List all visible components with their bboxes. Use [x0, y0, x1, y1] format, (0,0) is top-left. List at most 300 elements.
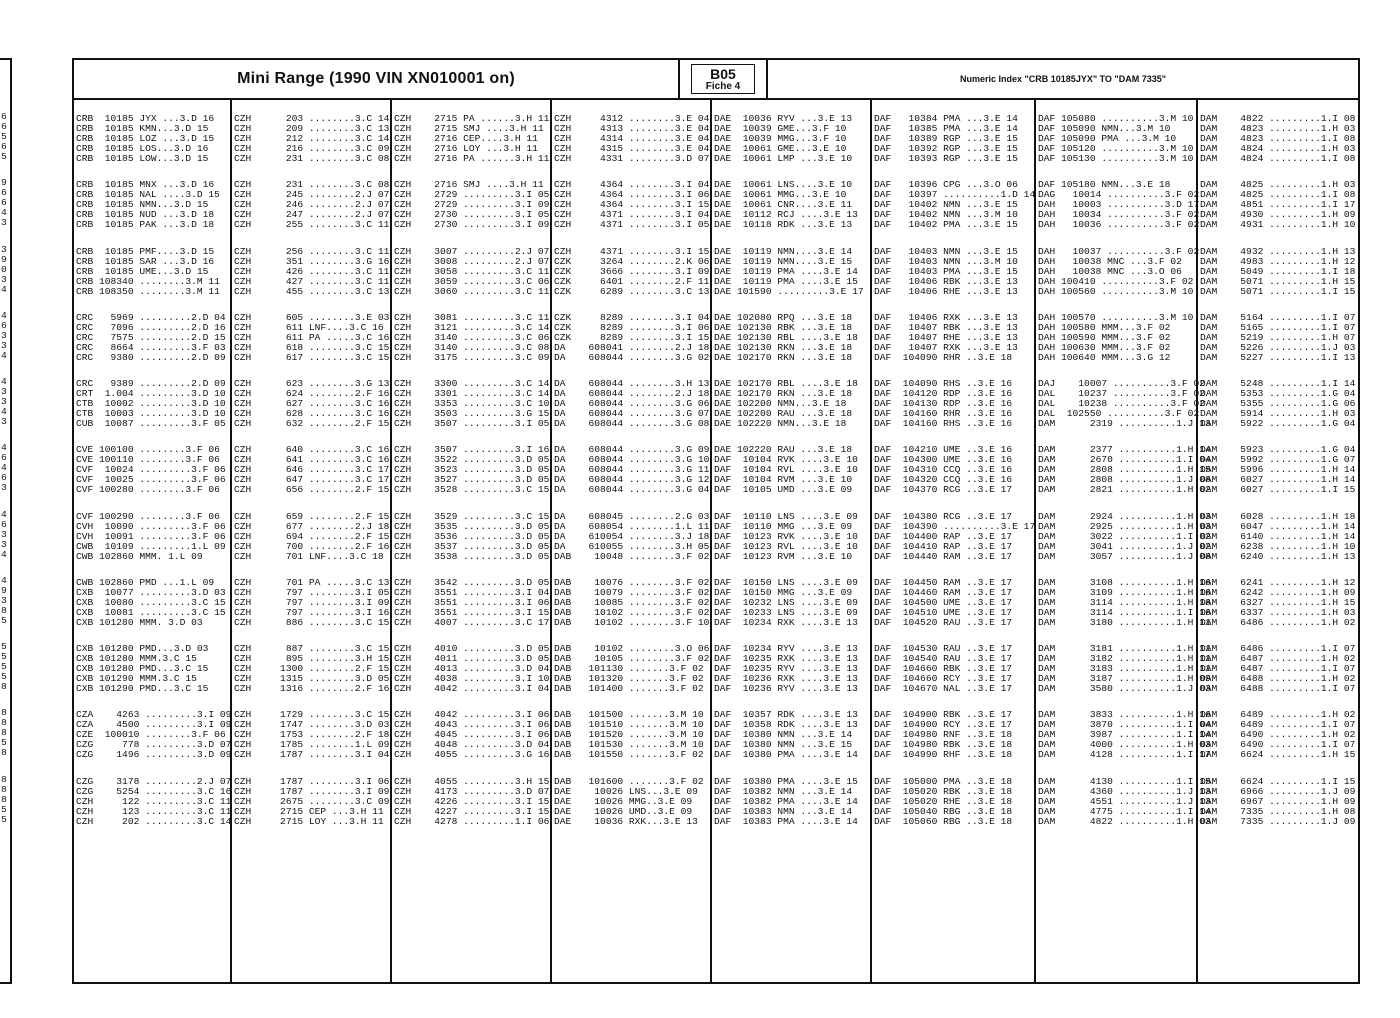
index-entry: DAF 10150 MMG ...3.E 09 — [714, 586, 853, 598]
index-entry: DAF 104120 RDP ..3.E 16 — [874, 388, 1013, 400]
index-entry: CZH 255 ........3.C 11 — [234, 219, 390, 231]
index-entry: DAM 5992 .........1.G 07 — [1200, 454, 1356, 466]
index-entry: CZH 3300 .........3.C 14 — [394, 378, 550, 389]
index-entry: CZH 701 PA .....3.C 13 — [234, 576, 390, 588]
index-entry: DAF 105060 RBG ..3.E 18 — [874, 815, 1013, 827]
page-title: Mini Range (1990 VIN XN010001 on) — [237, 70, 515, 87]
index-entry: DAF 104380 RCG ..3.E 17 — [874, 510, 1013, 522]
adjacent-page-digit: 4 — [1, 442, 7, 454]
index-entry: CZH 4042 .........3.I 04 — [394, 683, 550, 695]
index-entry: DAM 6489 .........1.H 02 — [1200, 709, 1356, 721]
index-entry: CZH 3551 .........3.I 15 — [394, 606, 550, 618]
index-entry: CRB 10185 PMF....3.D 15 — [76, 245, 215, 257]
index-entry: DAF 104160 RHS ..3.E 16 — [874, 418, 1013, 430]
index-entry: DAF 104440 RAM ..3.E 17 — [874, 550, 1013, 562]
index-entry: DAF 104160 RHR ..3.E 16 — [874, 408, 1013, 420]
index-entry: DAM 6242 .........1.H 09 — [1200, 586, 1356, 598]
index-entry: CVF 10025 .........3.F 06 — [76, 474, 226, 486]
index-entry: DAE 102170 RKN ...3.E 18 — [714, 351, 853, 363]
index-entry: DAM 4822 .........1.I 08 — [1200, 113, 1356, 124]
index-entry: DAM 4851 .........1.I 17 — [1200, 199, 1356, 211]
index-entry: CZH 4043 .........3.I 06 — [394, 719, 550, 731]
index-entry: CZH 4011 .........3.D 05 — [394, 653, 550, 665]
index-entry: DAE 10112 RCJ ....3.E 13 — [714, 209, 858, 221]
index-entry: DAM 3022 ..........1.I 02 — [1038, 530, 1211, 542]
index-entry: CZH 797 ........3.I 16 — [234, 606, 390, 618]
index-entry: DAF 104310 CCQ ..3.E 16 — [874, 464, 1013, 476]
adjacent-page-digit: 5 — [1, 737, 7, 749]
index-entry: DAF 10407 RHE ...3.E 13 — [874, 331, 1018, 343]
index-entry: CZH 887 ........3.C 15 — [234, 643, 390, 654]
index-entry: CWB 102860 PMD ...1.L 09 — [76, 576, 215, 588]
index-entry: DAL 10237 ..........3.F 02 — [1038, 388, 1205, 400]
index-entry: DAE 102130 RBL ....3.E 18 — [714, 331, 858, 343]
index-entry: DAM 3182 ..........1.H 11 — [1038, 653, 1211, 665]
index-entry: DAF 105180 NMN...3.E 18 — [1038, 179, 1171, 191]
index-entry: CZH 797 ........3.I 09 — [234, 596, 390, 608]
index-entry: CZH 3536 .........3.D 05 — [394, 530, 550, 542]
index-entry: DAM 2925 ..........1.H 03 — [1038, 520, 1211, 532]
index-entry: DAM 3114 ..........1.H 18 — [1038, 596, 1211, 608]
index-entry: DAF 10123 RVM ...3.E 10 — [714, 550, 853, 562]
index-entry: DAM 4825 .........1.H 03 — [1200, 179, 1356, 191]
index-entry: DAF 104090 RHR ..3.E 18 — [874, 351, 1013, 363]
index-entry: DAM 5248 .........1.I 14 — [1200, 378, 1356, 389]
index-entry: CZH 4371 ........3.I 05 — [554, 219, 710, 231]
index-entry: DAE 10061 LNS....3.E 10 — [714, 179, 853, 191]
index-entry: DAE 10119 NMN....3.E 14 — [714, 245, 853, 257]
index-entry: CZH 2716 CEP....3.H 11 — [394, 133, 538, 145]
index-entry: CZE 100010 ........3.F 06 — [76, 729, 226, 741]
index-entry: DAE 10039 MMG...3.F 10 — [714, 133, 847, 145]
index-entry: DAF 105090 PMA ...3.M 10 — [1038, 133, 1177, 145]
index-entry: DA 608044 ........2.J 18 — [554, 388, 710, 400]
index-entry: CZH 3140 .........3.C 08 — [394, 341, 550, 353]
index-entry: DAF 104660 RCY ..3.E 17 — [874, 673, 1013, 685]
index-entry: CZH 4313 ........3.E 04 — [554, 123, 710, 135]
index-entry: CZH 1747 ........3.D 03 — [234, 719, 390, 731]
adjacent-page-digit: 5 — [1, 671, 7, 683]
index-entry: CRB 10185 NAL ....3.D 15 — [76, 189, 220, 201]
index-entry: DA 608044 ........3.G 08 — [554, 418, 710, 430]
index-entry: CZH 628 ........3.C 16 — [234, 408, 390, 420]
adjacent-page-digit: 3 — [1, 243, 7, 255]
index-entry: DAM 3870 ..........1.I 04 — [1038, 719, 1211, 731]
index-entry: CZH 3140 .........3.C 06 — [394, 331, 550, 343]
index-entry: CRB 108350 ........3.M 11 — [76, 285, 220, 297]
index-entry: DAB 101530 .......3.M 10 — [554, 739, 704, 751]
index-entry: DAM 6488 .........1.H 02 — [1200, 673, 1356, 685]
index-entry: CRB 10185 LOZ ...3.D 15 — [76, 133, 215, 145]
adjacent-page-digit: 5 — [1, 151, 7, 163]
index-entry: DAM 5049 .........1.I 18 — [1200, 265, 1356, 277]
index-entry: CZH 3081 .........3.C 11 — [394, 311, 550, 323]
index-entry: CZG 778 .........3.D 07 — [76, 739, 232, 751]
index-entry: DAF 10236 RYV ....3.E 13 — [714, 683, 858, 695]
index-entry: DAF 10382 NMN ...3.E 14 — [714, 785, 853, 797]
index-entry: CZH 4042 .........3.I 06 — [394, 709, 550, 721]
adjacent-page-digit: 5 — [1, 131, 7, 143]
index-entry: DAM 2808 ..........1.J 08 — [1038, 474, 1211, 486]
index-entry: DAM 5071 .........1.H 15 — [1200, 275, 1356, 287]
index-entry: CZH 2715 SMJ ....3.H 11 — [394, 123, 544, 135]
index-entry: DA 608041 ........2.J 18 — [554, 341, 710, 353]
adjacent-page-digit: 5 — [1, 641, 7, 652]
index-entry: DAF 10406 RHE ...3.E 13 — [874, 285, 1018, 297]
index-entry: CZH 632 ........2.F 15 — [234, 418, 390, 430]
index-entry: CZH 2730 .........3.I 05 — [394, 209, 550, 221]
index-entry: CZH 3058 .........3.C 11 — [394, 265, 550, 277]
index-entry: DAF 105020 RBK ..3.E 18 — [874, 785, 1013, 797]
adjacent-page-digit: 6 — [1, 197, 7, 209]
index-entry: CWB 102860 MMM. 1.L 09 — [76, 550, 203, 562]
index-entry: CZH 4010 .........3.D 05 — [394, 643, 550, 654]
index-entry: DAF 10393 RGP ...3.E 15 — [874, 153, 1018, 165]
index-entry: DAF 10406 RXK ...3.E 13 — [874, 311, 1018, 323]
index-entry: CRT 1.004 .........3.D 10 — [76, 388, 226, 400]
index-entry: CZH 623 ........3.G 13 — [234, 378, 390, 389]
adjacent-page-digit: 8 — [1, 793, 7, 805]
index-entry: CZK 6289 ........3.C 13 — [554, 285, 710, 297]
index-entry: CRB 10185 LOS...3.D 16 — [76, 143, 209, 155]
index-entry: CTB 10003 .........3.D 10 — [76, 408, 226, 420]
index-entry: CZH 1300 ........2.F 15 — [234, 663, 390, 675]
column-divider — [710, 100, 712, 982]
index-entry: DAF 104990 RHF ..3.E 18 — [874, 749, 1013, 761]
index-entry: DAM 5914 .........1.H 03 — [1200, 408, 1356, 420]
index-entry: CZH 351 ........3.G 16 — [234, 255, 390, 267]
index-entry: DAF 104660 RBK ..3.E 17 — [874, 663, 1013, 675]
index-entry: CZH 3542 .........3.D 05 — [394, 576, 550, 588]
index-entry: DA 610055 ........3.H 05 — [554, 540, 710, 552]
index-entry: DAB 101500 .......3.M 10 — [554, 709, 704, 721]
index-entry: DAM 3057 ..........1.J 08 — [1038, 550, 1211, 562]
adjacent-page-digit: 9 — [1, 177, 7, 189]
index-entry: DAF 105040 RBG ..3.E 18 — [874, 805, 1013, 817]
index-entry: CZH 4227 .........3.I 15 — [394, 805, 550, 817]
index-entry: DAF 105130 ..........3.M 10 — [1038, 153, 1194, 165]
index-entry: DAE 10061 GME...3.E 10 — [714, 143, 847, 155]
index-entry: CZH 2716 SMJ ....3.H 11 — [394, 179, 544, 191]
index-entry: CZH 2716 LOY ...3.H 11 — [394, 143, 538, 155]
index-entry: CXB 101290 PMD...3.C 15 — [76, 683, 209, 695]
index-entry: DAE 102220 RAU ...3.E 18 — [714, 444, 853, 456]
index-entry: DAE 10026 UMD..3.E 09 — [554, 805, 693, 817]
index-entry: CZH 4364 ........3.I 04 — [554, 179, 710, 191]
index-entry: CZH 656 ........2.F 15 — [234, 484, 390, 496]
index-entry: DAH 10037 ..........3.F 02 — [1038, 245, 1200, 257]
index-entry: CZH 797 ........3.I 05 — [234, 586, 390, 598]
index-entry: DAM 4128 ..........1.I 17 — [1038, 749, 1211, 761]
adjacent-page-digit: 3 — [1, 396, 7, 408]
index-entry: CZH 4315 ........3.E 04 — [554, 143, 710, 155]
index-entry: CZH 2675 ........3.C 09 — [234, 795, 390, 807]
index-entry: DAE 10036 RXK...3.E 13 — [554, 815, 698, 827]
index-entry: DAF 10380 NMN ...3.E 15 — [714, 739, 853, 751]
index-entry: CVF 100280 ........3.F 06 — [76, 484, 220, 496]
index-entry: DAM 5353 .........1.G 04 — [1200, 388, 1356, 400]
index-entry: CZH 4013 .........3.D 04 — [394, 663, 550, 675]
adjacent-page-digit: 5 — [1, 661, 7, 673]
index-entry: DAF 10384 PMA ...3.E 14 — [874, 113, 1018, 124]
adjacent-page-digit: 3 — [1, 273, 7, 285]
index-entry: DAM 5355 .........1.G 06 — [1200, 398, 1356, 410]
index-entry: CZH 202 .........3.C 14 — [76, 815, 232, 827]
index-entry: CZK 3666 ........3.I 09 — [554, 265, 710, 277]
adjacent-page-digit: 8 — [1, 783, 7, 795]
index-entry: CZH 246 ........2.J 07 — [234, 199, 390, 211]
index-entry: DA 608044 ........3.G 07 — [554, 408, 710, 420]
index-entry: CVF 10024 .........3.F 06 — [76, 464, 226, 476]
fiche-code-box — [691, 64, 755, 94]
index-entry: DAF 104090 RHS ..3.E 16 — [874, 378, 1013, 389]
index-entry: CZH 701 LNF....3.C 18 — [234, 550, 384, 562]
index-entry: CZH 1315 ........3.D 05 — [234, 673, 390, 685]
index-entry: DAM 6027 .........1.I 15 — [1200, 484, 1356, 496]
adjacent-page-digit: 8 — [1, 773, 7, 785]
index-entry: CZH 3551 .........3.I 04 — [394, 586, 550, 598]
index-entry: DAM 4931 .........1.H 10 — [1200, 219, 1356, 231]
index-entry: DAE 10039 GME...3.F 10 — [714, 123, 847, 135]
index-entry: DAF 104980 RBK ..3.E 18 — [874, 739, 1013, 751]
index-entry: CRB 10185 PAK ...3.D 18 — [76, 219, 215, 231]
adjacent-page-digit: 6 — [1, 187, 7, 199]
index-entry: DAH 10036 ..........3.F 02 — [1038, 219, 1200, 231]
index-entry: DAM 6240 .........1.H 13 — [1200, 550, 1356, 562]
index-entry: DAM 3180 ..........1.H 11 — [1038, 616, 1211, 628]
index-entry: DAM 3580 ..........1.J 03 — [1038, 683, 1211, 695]
index-entry: DAF 104900 RBK ..3.E 17 — [874, 709, 1013, 721]
index-entry: DAB 10102 ........3.F 02 — [554, 606, 710, 618]
index-entry: DAF 104670 NAL ..3.E 17 — [874, 683, 1013, 695]
index-entry: DAF 10104 RVL ....3.E 10 — [714, 464, 858, 476]
index-entry: DAM 4551 ..........1.J 13 — [1038, 795, 1211, 807]
index-entry: DAF 10150 LNS ....3.E 09 — [714, 576, 858, 588]
index-entry: CZH 2730 .........3.I 09 — [394, 219, 550, 231]
adjacent-page-digit: 5 — [1, 813, 7, 825]
index-entry: CZH 4371 ........3.I 04 — [554, 209, 710, 221]
index-entry: DAH 10034 ..........3.F 02 — [1038, 209, 1200, 221]
index-entry: CRB 10185 NUD ...3.D 18 — [76, 209, 215, 221]
index-entry: CZH 2715 LOY ...3.H 11 — [234, 815, 384, 827]
index-entry: DAF 104410 RAP ..3.E 17 — [874, 540, 1013, 552]
adjacent-page-digit: 0 — [1, 263, 7, 275]
index-entry: DAF 105020 RHE ..3.E 18 — [874, 795, 1013, 807]
adjacent-page-digit: 4 — [1, 309, 7, 321]
index-entry: DA 608044 ........3.G 06 — [554, 398, 710, 410]
index-entry: DAH 100570 ..........3.M 10 — [1038, 311, 1194, 323]
index-entry: CZH 3528 .........3.C 15 — [394, 484, 550, 496]
index-entry: DAM 4000 ..........1.H 03 — [1038, 739, 1211, 751]
index-entry: DAM 6489 .........1.I 07 — [1200, 719, 1356, 731]
index-entry: CZH 426 ........3.C 11 — [234, 265, 390, 277]
index-entry: DAL 10238 ..........3.F 02 — [1038, 398, 1205, 410]
index-entry: DAE 10061 CNR....3.E 11 — [714, 199, 853, 211]
index-entry: CZH 256 ........3.C 11 — [234, 245, 390, 257]
index-entry: CZH 2729 .........3.I 05 — [394, 189, 550, 201]
index-entry: DAM 6624 .........1.I 15 — [1200, 775, 1356, 787]
index-entry: DAM 4823 .........1.I 08 — [1200, 133, 1356, 145]
index-entry: CZH 4173 .........3.D 07 — [394, 785, 550, 797]
adjacent-page-digit: 3 — [1, 339, 7, 351]
adjacent-page-digit: 6 — [1, 319, 7, 331]
index-entry: DAF 104460 RAM ..3.E 17 — [874, 586, 1013, 598]
index-entry: CXB 10080 .........3.C 15 — [76, 596, 226, 608]
index-entry: CZH 3527 .........3.D 05 — [394, 474, 550, 486]
parts-index-sheet — [72, 58, 1360, 984]
adjacent-page-digit: 9 — [1, 584, 7, 596]
index-entry: CZH 4314 ........3.E 04 — [554, 133, 710, 145]
index-entry: DAB 10076 ........3.F 02 — [554, 576, 710, 588]
section-code: B05 — [710, 66, 736, 82]
index-entry: DAE 102220 NMN...3.E 18 — [714, 418, 847, 430]
index-entry: DAM 3833 ..........1.H 16 — [1038, 709, 1211, 721]
index-entry: CZH 611 LNF....3.C 16 — [234, 321, 384, 333]
index-entry: CZH 4007 .........3.C 17 — [394, 616, 550, 628]
index-entry: DAM 5922 .........1.G 04 — [1200, 418, 1356, 430]
index-entry: DAM 7335 .........1.H 08 — [1200, 805, 1356, 817]
index-entry: DA 608044 ........3.G 04 — [554, 484, 710, 496]
index-entry: CZH 886 ........3.C 15 — [234, 616, 390, 628]
index-entry: DAB 101130 .......3.F 02 — [554, 663, 704, 675]
index-entry: DAF 104130 RDP ..3.E 16 — [874, 398, 1013, 410]
index-entry: CZH 245 ........2.J 07 — [234, 189, 390, 201]
column-divider — [230, 100, 232, 982]
index-entry: CZH 647 ........3.C 17 — [234, 474, 390, 486]
index-entry: DAF 10380 PMA ....3.E 14 — [714, 749, 858, 761]
index-entry: DAB 10048 ........3.F 02 — [554, 550, 710, 562]
index-entry: DAF 104400 RAP ..3.E 17 — [874, 530, 1013, 542]
index-entry: DAF 10234 RYV ....3.E 13 — [714, 643, 858, 654]
index-entry: DAF 10357 RDK ....3.E 13 — [714, 709, 858, 721]
index-entry: CRC 7575 .........2.D 15 — [76, 331, 226, 343]
adjacent-page-digit: 6 — [1, 452, 7, 464]
index-entry: DAF 104980 RNF ..3.E 18 — [874, 729, 1013, 741]
index-entry: DAM 3987 ..........1.I 14 — [1038, 729, 1211, 741]
index-entry: DAE 102170 RKN ...3.E 18 — [714, 388, 853, 400]
index-entry: CZH 895 ........3.H 15 — [234, 653, 390, 665]
index-entry: CZG 1496 .........3.D 09 — [76, 749, 232, 761]
index-entry: CVH 10091 .........3.F 06 — [76, 530, 226, 542]
index-entry: CZH 1316 ........2.F 16 — [234, 683, 390, 695]
index-entry: CZH 1787 ........3.I 04 — [234, 749, 390, 761]
index-entry: CZH 1729 ........3.C 15 — [234, 709, 390, 721]
index-entry: DAB 101550 .......3.F 02 — [554, 749, 704, 761]
index-entry: DAE 102130 RKN ...3.E 18 — [714, 341, 853, 353]
index-entry: CZH 123 .........3.C 11 — [76, 805, 232, 817]
index-entry: CRB 10185 MNX ...3.D 16 — [76, 179, 215, 191]
index-entry: CZH 1785 ........1.L 09 — [234, 739, 390, 751]
index-entry: DAL 102550 ..........3.F 02 — [1038, 408, 1200, 420]
index-entry: CRC 7096 .........2.D 16 — [76, 321, 226, 333]
index-entry: DAB 101510 .......3.M 10 — [554, 719, 704, 731]
index-entry: DAF 10105 UMD ...3.E 09 — [714, 484, 853, 496]
index-entry: DAM 4775 ..........1.I 14 — [1038, 805, 1211, 817]
index-entry: CXB 10077 .........3.D 03 — [76, 586, 226, 598]
column-divider — [390, 100, 392, 982]
index-entry: CUB 10087 .........3.F 05 — [76, 418, 226, 430]
index-entry: DAF 10232 LNS ....3.E 09 — [714, 596, 858, 608]
index-entry: CRC 9380 .........2.D 09 — [76, 351, 226, 363]
index-entry: CZH 3301 .........3.C 14 — [394, 388, 550, 400]
index-entry: DAM 4824 .........1.H 03 — [1200, 143, 1356, 155]
index-entry: DAF 10389 RGP ...3.E 15 — [874, 133, 1018, 145]
index-entry: CZH 4364 ........3.I 06 — [554, 189, 710, 201]
index-entry: CZH 617 ........3.C 15 — [234, 351, 390, 363]
index-entry: DAF 10397 ..........1.D 14 — [874, 189, 1036, 201]
index-entry: DAF 105080 ..........3.M 10 — [1038, 113, 1194, 124]
adjacent-page-digit: 3 — [1, 482, 7, 494]
index-entry: DAF 10104 RVK ....3.E 10 — [714, 454, 858, 466]
index-entry: DAM 5071 .........1.I 15 — [1200, 285, 1356, 297]
index-entry: CZH 641 ........3.C 16 — [234, 454, 390, 466]
index-entry: CZH 624 ........2.F 16 — [234, 388, 390, 400]
index-entry: CZH 3522 .........3.D 05 — [394, 454, 550, 466]
index-entry: DAE 102080 RPQ ...3.E 18 — [714, 311, 853, 323]
index-entry: CZH 3529 .........3.C 15 — [394, 510, 550, 522]
index-entry: CZG 3178 .........2.J 07 — [76, 775, 232, 787]
adjacent-page-digit: 8 — [1, 681, 7, 693]
index-entry: DAM 2319 ..........1.J 13 — [1038, 418, 1211, 430]
index-entry: DAF 104370 RCG ..3.E 17 — [874, 484, 1013, 496]
index-entry: CZH 122 .........3.C 11 — [76, 795, 232, 807]
index-entry: DAM 6487 .........1.H 02 — [1200, 653, 1356, 665]
index-range: Numeric Index "CRB 10185JYX" TO "DAM 7335" — [960, 74, 1166, 84]
column-divider — [1034, 100, 1036, 982]
index-entry: DAF 10358 RDK ....3.E 13 — [714, 719, 858, 731]
index-entry: DAH 10038 MNC ...3.F 02 — [1038, 255, 1182, 267]
index-entry: CZH 4038 .........3.I 10 — [394, 673, 550, 685]
index-entry: DAM 6487 .........1.I 07 — [1200, 663, 1356, 675]
sheet-header — [74, 60, 1358, 100]
index-entry: DAM 6490 .........1.H 02 — [1200, 729, 1356, 741]
index-entry: CZH 1753 ........2.F 18 — [234, 729, 390, 741]
index-entry: CZH 4055 .........3.H 15 — [394, 775, 550, 787]
index-entry: CZH 247 ........2.J 07 — [234, 209, 390, 221]
index-entry: DAM 4983 .........1.H 12 — [1200, 255, 1356, 267]
index-entry: CZH 618 ........3.C 15 — [234, 341, 390, 353]
index-entry: DA 610054 ........3.J 18 — [554, 530, 710, 542]
index-entry: DAM 6624 .........1.H 15 — [1200, 749, 1356, 761]
index-entry: DAM 3181 ..........1.H 11 — [1038, 643, 1211, 654]
index-entry: DAF 10233 LNS ....3.E 09 — [714, 606, 858, 618]
index-entry: CZH 3523 .........3.D 05 — [394, 464, 550, 476]
index-entry: DAG 10014 ..........3.F 02 — [1038, 189, 1200, 201]
index-entry: DAM 5165 .........1.I 07 — [1200, 321, 1356, 333]
index-entry: CVH 10090 .........3.F 06 — [76, 520, 226, 532]
index-entry: DAM 6327 .........1.H 15 — [1200, 596, 1356, 608]
index-entry: CZH 2716 PA ......3.H 11 — [394, 153, 550, 165]
column-divider — [550, 100, 552, 982]
index-entry: CZH 700 ........2.F 16 — [234, 540, 390, 552]
index-entry: CZH 4331 ........3.D 07 — [554, 153, 710, 165]
index-entry: DAF 104210 UME ..3.E 16 — [874, 444, 1013, 456]
index-entry: DAM 6238 .........1.H 10 — [1200, 540, 1356, 552]
index-entry: CRB 10185 NMN...3.D 15 — [76, 199, 209, 211]
index-entry: CXB 10081 .........3.C 15 — [76, 606, 226, 618]
index-grid — [74, 100, 1358, 982]
index-entry: DAE 102200 NMN...3.E 18 — [714, 398, 847, 410]
index-entry: DAM 4360 ..........1.J 13 — [1038, 785, 1211, 797]
index-entry: CRB 10185 SAR ...3.D 16 — [76, 255, 215, 267]
adjacent-page-digit: 6 — [1, 472, 7, 484]
index-entry: CZH 216 ........3.C 09 — [234, 143, 390, 155]
index-entry: CXB 101280 MMM. 3.D 03 — [76, 616, 203, 628]
index-entry: CZH 627 ........3.C 16 — [234, 398, 390, 410]
adjacent-page-digit: 4 — [1, 349, 7, 361]
index-entry: CVE 100110 ........3.F 06 — [76, 454, 220, 466]
index-entry: DA 608044 ........3.G 12 — [554, 474, 710, 486]
